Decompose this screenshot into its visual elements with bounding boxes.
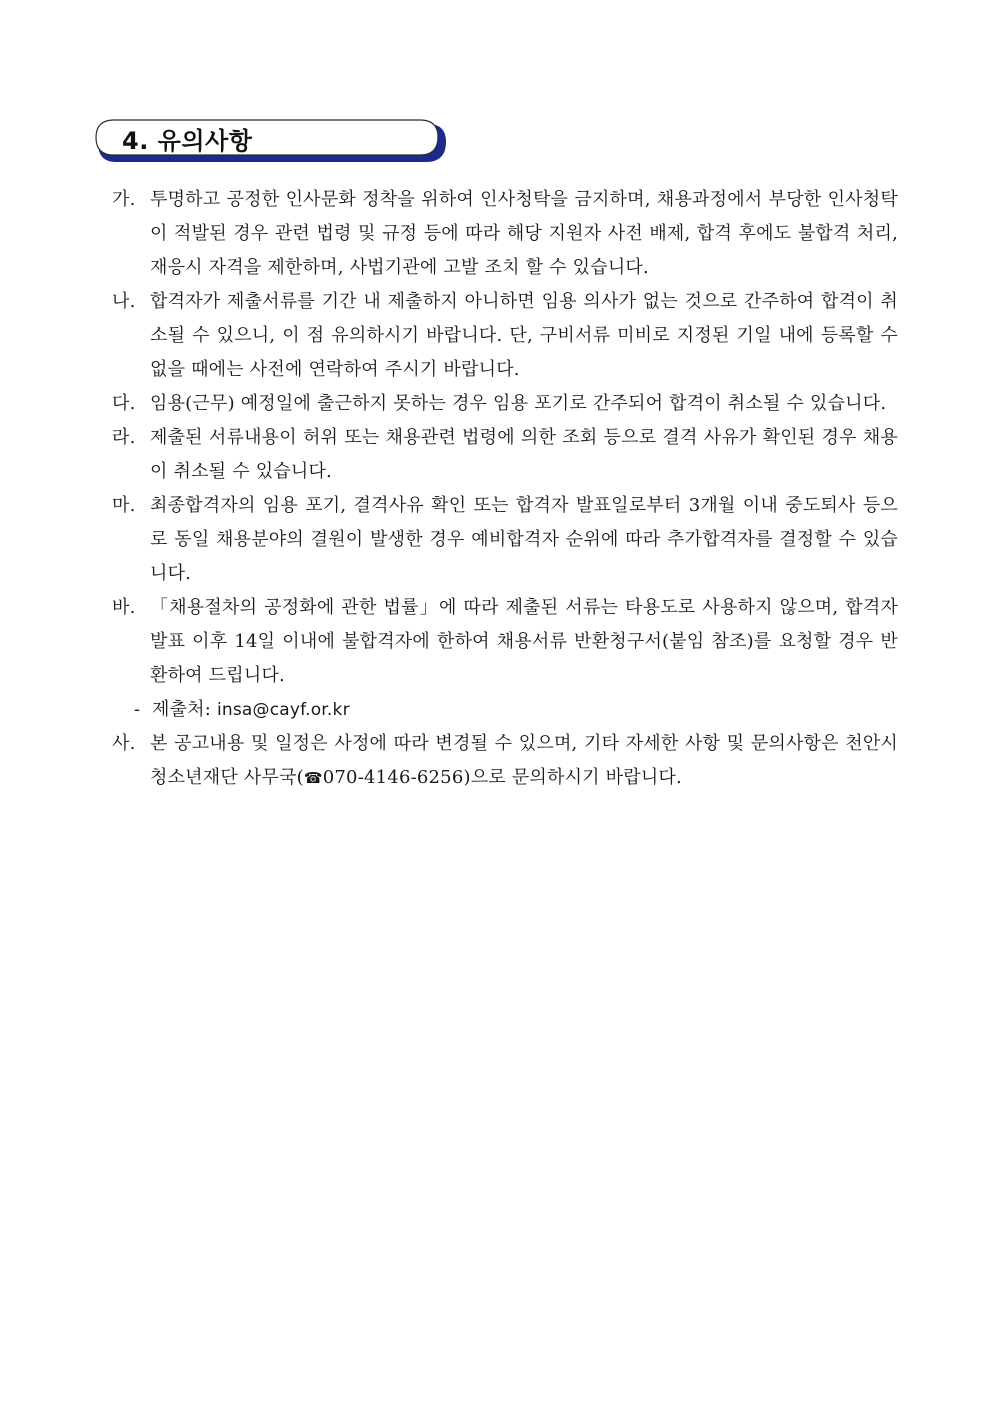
notice-item-ma xyxy=(112,489,898,591)
item-marker: 다. xyxy=(112,393,136,414)
item-marker: 나. xyxy=(112,291,136,312)
item-marker: 마. xyxy=(112,495,136,516)
notice-item-ga xyxy=(112,183,898,285)
item-text: 「채용절차의 공정화에 관한 법률」에 따라 제출된 서류는 타용도로 사용하지 않으며, 합격자 발표 이후 14일 이내에 불합격자에 한하여 채용서류 반환청구서(붙임 참조)를 요청할 경우 반환하여 드립니다. xyxy=(150,597,898,686)
phone-number[interactable]: 070-4146-6256 xyxy=(322,767,464,788)
section-title: 4. 유의사항 xyxy=(122,127,253,155)
submission-contact xyxy=(112,693,898,727)
item-text: 합격자가 제출서류를 기간 내 제출하지 아니하면 임용 의사가 없는 것으로 간주하여 합격이 취소될 수 있으니, 이 점 유의하시기 바랍니다. 단, 구비서류 미비로 지정된 기일 내에 등록할 수 없을 때에는 사전에 연락하여 주시기 바랍니다. xyxy=(150,291,898,380)
item-marker: 라. xyxy=(112,427,136,448)
phone-icon: ☎ xyxy=(303,769,323,787)
item-marker: 바. xyxy=(112,597,136,618)
item-text: 투명하고 공정한 인사문화 정착을 위하여 인사청탁을 금지하며, 채용과정에서 부당한 인사청탁이 적발된 경우 관련 법령 및 규정 등에 따라 해당 지원자 사전 배제, 합격 후에도 불합격 처리, 재응시 자격을 제한하며, 사법기관에 고발 조치 할 수 있습니다. xyxy=(150,189,898,278)
item-marker: 가. xyxy=(112,189,136,210)
section-header xyxy=(94,118,450,166)
notice-item-da xyxy=(112,387,898,421)
item-text-after: )으로 문의하시기 바랍니다. xyxy=(463,767,682,788)
item-marker: 사. xyxy=(112,733,136,754)
item-text: 제출된 서류내용이 허위 또는 채용관련 법령에 의한 조회 등으로 결격 사유가 확인된 경우 채용이 취소될 수 있습니다. xyxy=(150,427,898,482)
notice-item-ra xyxy=(112,421,898,489)
submission-label: 제출처: xyxy=(152,699,217,720)
item-text: 임용(근무) 예정일에 출근하지 못하는 경우 임용 포기로 간주되어 합격이 취소될 수 있습니다. xyxy=(150,393,887,414)
dash-marker: - xyxy=(134,699,141,720)
submission-email[interactable]: insa@cayf.or.kr xyxy=(216,700,350,720)
notice-item-sa xyxy=(112,727,898,795)
notice-item-ba xyxy=(112,591,898,693)
notice-item-na xyxy=(112,285,898,387)
item-text-before: 본 공고내용 및 일정은 사정에 따라 변경될 수 있으며, 기타 자세한 사항 및 문의사항은 천안시청소년재단 사무국( xyxy=(150,733,898,788)
notice-list xyxy=(112,183,898,795)
item-text: 최종합격자의 임용 포기, 결격사유 확인 또는 합격자 발표일로부터 3개월 이내 중도퇴사 등으로 동일 채용분야의 결원이 발생한 경우 예비합격자 순위에 따라 추가합격자를 결정할 수 있습니다. xyxy=(150,495,898,584)
